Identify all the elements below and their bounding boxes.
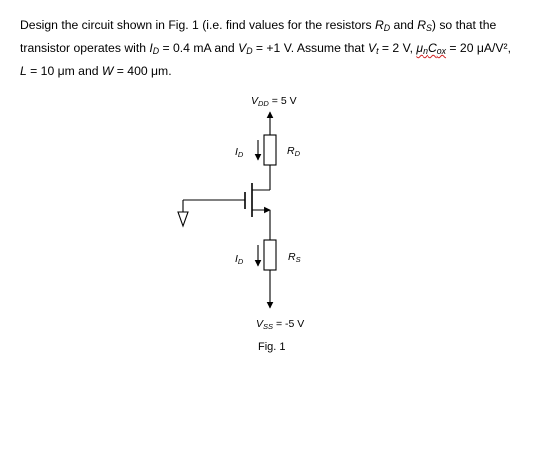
rs-symbol: $R_S$ <box>417 18 432 34</box>
text-segment: = 2 V, <box>378 41 417 56</box>
vss-label: VSS = -5 V <box>256 318 305 331</box>
id-top-label: ID <box>235 146 244 159</box>
vt-symbol: $V_t$ <box>367 41 379 57</box>
text-segment: = 0.4 mA and <box>159 41 239 56</box>
text-segment: and <box>390 18 418 32</box>
vdd-label: VDD = 5 V <box>251 95 297 108</box>
l-symbol: L <box>20 64 27 79</box>
rs-label: RS <box>288 251 301 264</box>
rd-label: RD <box>287 145 301 158</box>
text-segment: = 400 μm. <box>113 64 172 79</box>
text-segment: = 10 μm and <box>26 64 102 79</box>
text-segment: = 20 μA/V², <box>446 41 511 56</box>
rd-symbol: $R_D$ <box>374 18 391 34</box>
id-bottom-label: ID <box>235 253 244 266</box>
text-segment: ) so that the <box>431 18 497 32</box>
rs-resistor <box>264 240 276 270</box>
vd-symbol: $V_D$ <box>238 41 253 57</box>
rd-resistor <box>264 135 276 165</box>
ground-icon <box>178 212 188 226</box>
w-symbol: W <box>101 64 114 79</box>
text-segment: = +1 V. Assume that <box>252 41 368 56</box>
text-segment: Design the circuit shown in Fig. 1 (i.e. find values for the resistors <box>20 18 375 32</box>
id-symbol: $I_D$ <box>149 41 160 57</box>
text-segment: transistor operates with <box>20 41 150 56</box>
kn-symbol: $\mu_nC_{ox}$ <box>416 41 447 57</box>
figure-caption: Fig. 1 <box>258 341 286 353</box>
